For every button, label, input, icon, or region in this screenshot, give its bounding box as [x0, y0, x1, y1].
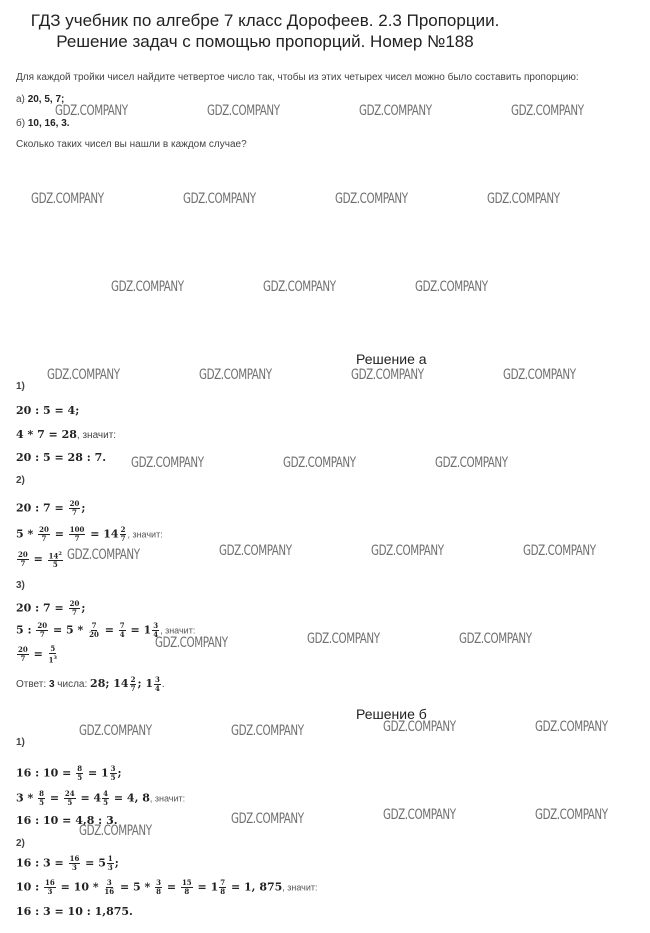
- expr-text: 16 : 3 =: [16, 856, 64, 870]
- watermark: GDZ.COMPANY: [199, 367, 272, 383]
- solution-b-s1-line3: 16 : 10 = 4,8 : 3.: [16, 814, 118, 827]
- expr-text: =: [33, 647, 43, 661]
- frac-den: [48, 654, 58, 664]
- answer-value: ; 1: [137, 677, 153, 691]
- frac-num: 16: [45, 878, 55, 887]
- fraction: [154, 676, 161, 693]
- frac-den: 4: [119, 630, 125, 639]
- expr-tail: , значит:: [127, 529, 163, 540]
- page-title: [0, 10, 530, 52]
- solution-b-s1-line2: [16, 790, 185, 807]
- frac-den: 5: [39, 798, 44, 807]
- frac-den: 8: [184, 887, 190, 896]
- solution-a-step3: 3): [16, 580, 25, 591]
- frac-den: 3: [107, 863, 113, 872]
- watermark: GDZ.COMPANY: [503, 367, 576, 383]
- solution-a-s2-line2: [16, 526, 163, 543]
- fraction: [119, 622, 126, 639]
- solution-a-answer: [16, 676, 165, 693]
- frac-den: 3: [72, 863, 77, 872]
- frac-num: 20: [69, 599, 80, 608]
- fraction: [48, 550, 63, 569]
- answer-end: .: [161, 679, 165, 691]
- frac-den: 7: [72, 508, 77, 517]
- frac-num: 24: [64, 789, 75, 798]
- fraction: [120, 526, 127, 543]
- frac-num: 20: [37, 621, 48, 630]
- expr-text: = 1: [130, 623, 152, 637]
- expr-tail: , значит:: [149, 793, 186, 804]
- solution-a-s3-line3: [16, 645, 59, 664]
- watermark: GDZ.COMPANY: [359, 103, 432, 119]
- frac-den: 5: [77, 773, 83, 782]
- fraction: [102, 790, 109, 807]
- frac-num-sup: 2: [58, 551, 62, 557]
- frac-den: 7: [120, 534, 126, 543]
- answer-mid: числа:: [57, 679, 88, 691]
- frac-num: 3: [156, 878, 162, 887]
- expr-text: = 5 *: [120, 880, 151, 894]
- fraction: [48, 645, 58, 664]
- solution-b-heading: Решение б: [356, 706, 427, 722]
- expr-text: = 1, 875: [230, 880, 283, 894]
- solution-a-s2-line1: 20 : 7 = $\frac{20}{7}$ ;: [16, 499, 86, 517]
- frac-den: 16: [104, 887, 115, 896]
- solution-a-s1-line2: [16, 428, 116, 441]
- answer-prefix: Ответ:: [16, 679, 47, 691]
- frac-num: 20: [69, 499, 80, 508]
- expr-text: = 1: [197, 880, 219, 894]
- expr-text: = 5 *: [52, 623, 84, 637]
- watermark: GDZ.COMPANY: [79, 723, 152, 739]
- fraction: [69, 855, 81, 872]
- expr-text: = 14: [90, 527, 119, 541]
- task-b-numbers: 10, 16, 3.: [27, 118, 70, 129]
- watermark: GDZ.COMPANY: [511, 103, 584, 119]
- solution-b-s2-line1: 16 : 3 = $\frac{16}{3}$ = 5 $\frac{1}{3}$ ;: [16, 854, 119, 872]
- page-title-line1: ГДЗ учебник по алгебре 7 класс Дорофеев. 2.3 Пропорции.: [30, 11, 500, 30]
- solution-a-heading: Решение а: [356, 351, 427, 367]
- expr-text: 5 :: [16, 623, 32, 637]
- frac-den: 7: [41, 534, 47, 543]
- watermark: GDZ.COMPANY: [231, 811, 304, 827]
- frac-num: 16: [69, 854, 80, 863]
- expr-text: =: [49, 791, 60, 805]
- frac-den: 7: [72, 608, 77, 617]
- frac-den: 4: [153, 630, 159, 639]
- watermark: GDZ.COMPANY: [67, 547, 140, 563]
- solution-a-s1-expr: 4 * 7 = 28: [16, 428, 77, 441]
- expr-text: = 4, 8: [113, 791, 150, 805]
- watermark: GDZ.COMPANY: [383, 719, 456, 735]
- solution-b-step1: 1): [16, 737, 25, 748]
- answer-count: 3: [48, 679, 55, 691]
- frac-num-int: 14: [48, 551, 59, 561]
- solution-a-s2-line3: [16, 550, 64, 569]
- watermark: GDZ.COMPANY: [231, 723, 304, 739]
- fraction: [88, 622, 100, 639]
- watermark: GDZ.COMPANY: [523, 543, 596, 559]
- frac-den: 5: [52, 560, 58, 570]
- expr-text: = 5: [85, 856, 106, 870]
- watermark: GDZ.COMPANY: [111, 279, 184, 295]
- expr-text: 16 : 10 =: [16, 766, 72, 780]
- watermark: GDZ.COMPANY: [535, 807, 608, 823]
- solution-b-s2-line3: 16 : 3 = 10 : 1,875.: [16, 905, 133, 918]
- fraction: [17, 646, 29, 663]
- frac-den: 7: [39, 630, 45, 639]
- task-question: Сколько таких чисел вы нашли в каждом случае?: [16, 139, 247, 150]
- watermark: GDZ.COMPANY: [31, 191, 104, 207]
- frac-num: 4: [103, 789, 109, 798]
- frac-den: 4: [154, 684, 160, 693]
- solution-a-s1-line3: 20 : 5 = 28 : 7.: [16, 451, 107, 464]
- frac-num: 3: [106, 878, 112, 887]
- expr-text: = 10 *: [60, 880, 99, 894]
- watermark: GDZ.COMPANY: [79, 823, 152, 839]
- solution-a-s3-line1: 20 : 7 = $\frac{20}{7}$ ;: [16, 599, 86, 617]
- fraction: [69, 526, 86, 543]
- fraction: [38, 526, 50, 543]
- frac-num: 8: [77, 764, 83, 773]
- expr-text: =: [54, 527, 64, 541]
- expr-text: = 1: [87, 766, 109, 780]
- fraction: [17, 551, 29, 568]
- frac-num: 100: [69, 525, 85, 534]
- watermark: GDZ.COMPANY: [283, 455, 356, 471]
- expr-text: 10 :: [16, 880, 40, 894]
- frac-num: 20: [18, 645, 28, 655]
- task-item-b: [16, 118, 70, 129]
- watermark: GDZ.COMPANY: [535, 719, 608, 735]
- expr-text: 20 : 7 =: [16, 501, 64, 515]
- expr-text: 5 *: [16, 527, 34, 541]
- solution-a-step1: 1): [16, 381, 25, 392]
- fraction: [44, 879, 56, 896]
- frac-den: 8: [156, 887, 162, 896]
- watermark: GDZ.COMPANY: [155, 635, 228, 651]
- frac-num: 8: [39, 789, 44, 798]
- expr-tail: , значит:: [160, 625, 196, 636]
- watermark: GDZ.COMPANY: [131, 455, 204, 471]
- fraction: [36, 622, 48, 639]
- expr-text: =: [104, 623, 114, 637]
- task-a-label: а): [16, 94, 25, 105]
- solution-a-s1-tail: , значит:: [76, 430, 117, 441]
- fraction: [107, 855, 114, 872]
- solution-b-s1-line1: 16 : 10 = $\frac{8}{5}$ = 1 $\frac{3}{5}$ ;: [16, 764, 122, 782]
- watermark: GDZ.COMPANY: [459, 631, 532, 647]
- watermark: GDZ.COMPANY: [435, 455, 508, 471]
- fraction: [76, 765, 83, 782]
- task-a-numbers: 20, 5, 7;: [27, 94, 65, 105]
- frac-den: 7: [130, 684, 136, 693]
- watermark: GDZ.COMPANY: [415, 279, 488, 295]
- fraction: [64, 790, 76, 807]
- frac-den: 20: [89, 630, 99, 639]
- fraction: [38, 790, 45, 807]
- expr-text: =: [33, 552, 43, 566]
- page-title-line2: Решение задач с помощью пропорций. Номер №188: [56, 32, 474, 51]
- frac-den: 3: [47, 887, 53, 896]
- frac-den-sup: 3: [53, 655, 58, 661]
- solution-b-step2: 2): [16, 838, 25, 849]
- frac-den: 8: [220, 887, 226, 896]
- watermark: GDZ.COMPANY: [183, 191, 256, 207]
- watermark: GDZ.COMPANY: [47, 367, 120, 383]
- watermark: GDZ.COMPANY: [371, 543, 444, 559]
- frac-num: 20: [18, 550, 28, 560]
- fraction: [110, 765, 117, 782]
- task-intro: Для каждой тройки чисел найдите четвертое число так, чтобы из этих четырех чисел можно было составить пропорцию:: [16, 72, 579, 83]
- expr-tail: , значит:: [282, 882, 318, 893]
- frac-den: 7: [20, 559, 26, 569]
- watermark: GDZ.COMPANY: [219, 543, 292, 559]
- fraction: [103, 879, 115, 896]
- expr-text: = 4: [80, 791, 102, 805]
- fraction: [69, 500, 81, 517]
- watermark: GDZ.COMPANY: [307, 631, 380, 647]
- watermark: GDZ.COMPANY: [487, 191, 560, 207]
- frac-den: 5: [103, 798, 109, 807]
- fraction: [130, 676, 137, 693]
- frac-num: 3: [154, 675, 160, 684]
- watermark: GDZ.COMPANY: [207, 103, 280, 119]
- answer-value: 28; 14: [90, 677, 129, 691]
- frac-num: 7: [220, 878, 226, 887]
- frac-den: 5: [110, 773, 116, 782]
- watermark: GDZ.COMPANY: [263, 279, 336, 295]
- frac-num: 15: [181, 878, 192, 887]
- frac-num: 1: [107, 854, 113, 863]
- solution-a-s1-line1: 20 : 5 = 4;: [16, 404, 80, 417]
- frac-num: 3: [110, 764, 116, 773]
- frac-num: 3: [153, 621, 159, 630]
- expr-text: 20 : 7 =: [16, 601, 64, 615]
- frac-den-int: 1: [48, 655, 54, 665]
- frac-num: 2: [130, 675, 136, 684]
- frac-den: 7: [20, 654, 26, 664]
- frac-den: 5: [67, 798, 73, 807]
- frac-num: 20: [39, 525, 49, 534]
- solution-a-step2: 2): [16, 475, 25, 486]
- watermark: GDZ.COMPANY: [351, 367, 424, 383]
- fraction: [155, 879, 162, 896]
- watermark: GDZ.COMPANY: [335, 191, 408, 207]
- task-b-label: б): [16, 118, 26, 129]
- expr-text: =: [166, 880, 177, 894]
- frac-den: 7: [74, 534, 80, 543]
- frac-num: 7: [119, 621, 125, 630]
- fraction: [181, 879, 193, 896]
- frac-num: 7: [91, 621, 97, 630]
- fraction: [219, 879, 226, 896]
- watermark: GDZ.COMPANY: [383, 807, 456, 823]
- frac-num: 5: [50, 644, 56, 653]
- fraction: [69, 600, 81, 617]
- expr-text: 3 *: [16, 791, 34, 805]
- solution-b-s2-line2: [16, 879, 318, 896]
- watermark: GDZ.COMPANY: [55, 103, 128, 119]
- frac-num: 2: [120, 525, 126, 534]
